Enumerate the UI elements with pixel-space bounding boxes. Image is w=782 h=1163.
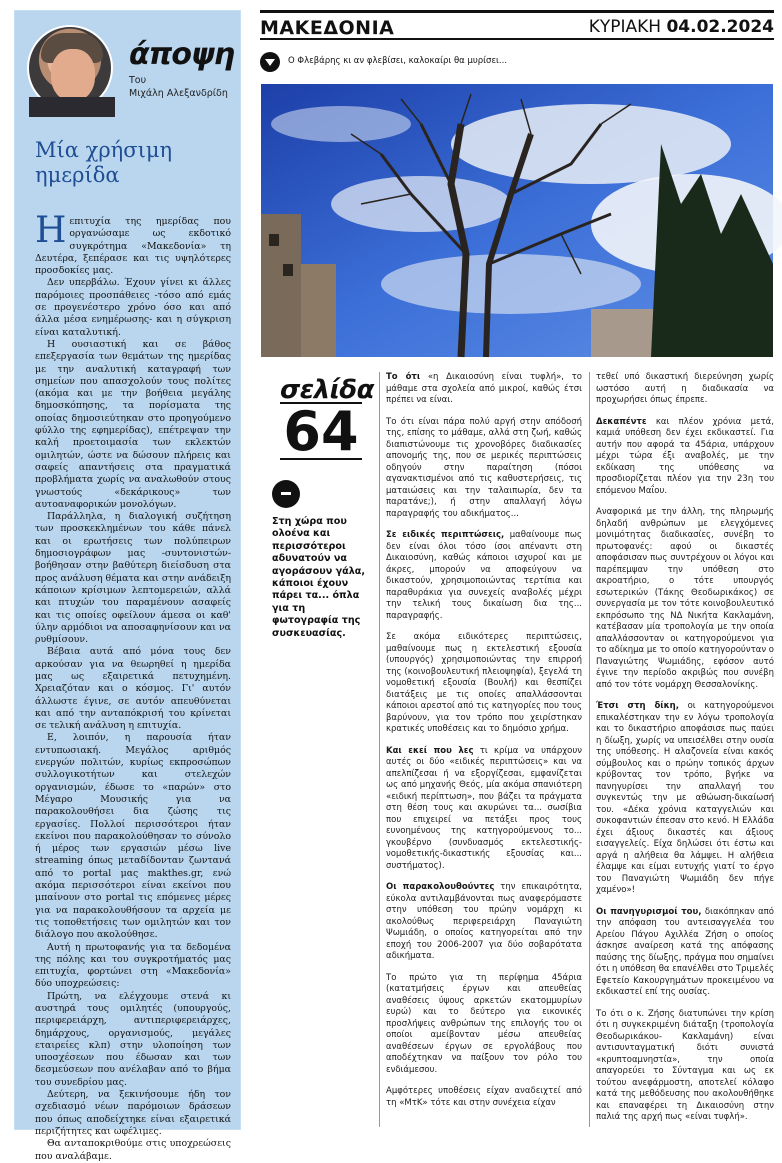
- tree-sky-photo: [261, 84, 773, 357]
- article-column-b: [596, 372, 774, 1134]
- article-paragraph: Και εκεί που λες τι κρίμα να υπάρχουν αυτές οι δύο «ειδικές περιπτώσεις» και να απελπίζεσαι ή να εξοργίζεσαι, εμφανίζεται ως από μηχανής Θεός, μία ακόμα σπανιότερη «ειδική περίπτωση», που βάζει τα πράγματα στη θέση τους και ακυρώνει τα... σωσίβια που επιχειρεί να πετάξει προς τους ευνοημένους της κατηγορούμενους το... γκουβέρνο (συνδυασμός εκτελεστικής- νομοθετικής-δικαστικής εξουσίας και... συστήματος).: [386, 745, 582, 871]
- minus-icon: [272, 480, 300, 508]
- article-paragraph: Αμφότερες υποθέσεις είχαν αναδειχτεί από τη «ΜτΚ» τότε και στην συνέχεια είχαν: [386, 1086, 582, 1108]
- opinion-header: [15, 11, 240, 126]
- opinion-paragraph: Πρώτη, να ελέγχουμε στενά κι αυστηρά τους ομιλητές (υπουργούς, περιφερειάρχη, αντιπεριφερειάρχες, δημάρχους, οργανισμούς, μεγάλες εταιρείες κλπ) στην υλοποίηση των υποσχέσεων που έδωσαν και των δεσμεύσεων που ανέλαβαν από το βήμα του συνεδρίου μας.: [35, 990, 231, 1088]
- article-paragraph: Έτσι στη δίκη, οι κατηγορούμενοι επικαλέστηκαν την εν λόγω τροπολογία και το δικαστήριο αποφάσισε πως παύει η δίωξη, χωρίς να υπεισέλθει στην ουσία της υπόθεσης. Η αλαζονεία είναι κακός σύμβουλος και ο πρώην τοπικός άρχων κρύβοντας τον τρόπο, βγήκε να πανηγυρίσει την απαλλαγή του συγκεντώς την με αθώωση-δικαίωσή του. «Δέκα χρόνια καταγγελιών και συκοφαντιών έπεσαν στο κενό. Η Ελλάδα έχει άξιους δικαστές και άξιους εισαγγελείς. Είχα δηλώσει ότι έστω και αργά η αλήθεια θα λάμψει. Η αλήθεια έλαμψε και είμαι ευτυχής γιατί το έργο του Παναγιώτη Ψωμιάδη δεν πήγε χαμένο»!: [596, 701, 775, 895]
- article-paragraph: Δεκαπέντε και πλέον χρόνια μετά, καμιά υπόθεση δεν έχει εκδικαστεί. Για αυτήν που αφορά τα 45άρια, υπάρχουν μέχρι τώρα έξι αναβολές, με την εκδίκαση της υπόθεσης να προσδιορίζεται πλέον για την 23η του επόμενου Μαΐου.: [596, 416, 774, 496]
- tree-sky-illustration: [261, 84, 773, 357]
- masthead: [260, 10, 774, 40]
- opinion-paragraph: Βέβαια αυτά από μόνα τους δεν αρκούσαν για να θεωρηθεί η ημερίδα μας ως εξαιρετικά πετυχημένη. Χρειαζόταν και ο κόσμος. Γι' αυτόν άλλωστε έγινε, σε αυτόν απευθύνεται και από την ανταπόκρισή του κρίνεται σε τελική ανάλυση η επιτυχία.: [35, 646, 231, 732]
- article-paragraph: τεθεί υπό δικαστική διερεύνηση χωρίς ωστόσο αυτή η διαδικασία να προχωρήσει όπως έπρεπε.: [596, 372, 774, 405]
- opinion-paragraph: Ηεπιτυχία της ημερίδας που οργανώσαμε ως εκδοτικό συγκρότημα «Μακεδονία» τη Δευτέρα, ξεπέρασε και τις υψηλότερες προσδοκίες μας.: [35, 210, 231, 277]
- page-box-label: σελίδα: [280, 375, 375, 405]
- opinion-paragraph: Αυτή η πρωτοφανής για τα δεδομένα της πόλης και του συγκροτήματός μας επιτυχία, φορτώνει στη «Μακεδονία» δύο υποχρεώσεις:: [35, 941, 231, 990]
- opinion-paragraph: Παράλληλα, η διαλογική συζήτηση των προσκεκλημένων του κάθε πάνελ και οι ερωτήσεις των πολύπειρων δημοσιογράφων μας -συντονιστών- βοήθησαν στην βαθύτερη διείσδυση στα προς ανάλυση θέματα και στην ανάδειξη κάποιων κρίσιμων λεπτομερειών, αλλά και πτυχών του παραμένουν ασαφείς και τις οποίες οφείλουν άμεσα οι καθ' ύλην αρμόδιοι να αποσαφηνίσουν και να ρυθμίσουν.: [35, 511, 232, 646]
- article-paragraph: Το ότι ο κ. Ζήσης διατυπώνει την κρίση ότι η συγκεκριμένη διάταξη (τροπολογία Θεοδωρικάκου- Κακλαμάνη) είναι αντισυνταγματική διότι συνιστά «κρυπτοαμνηστία», την οποία απαγορεύει το Σύνταγμα και ως εκ τούτου ανεφάρμοστη, αποτελεί κόλαφο κατά της μεθόδευσης που ακολουθήθηκε και επαναφέρει τη Δικαιοσύνη στην παλιά της αρχή πως «είναι τυφλή».: [596, 1008, 774, 1122]
- opinion-paragraph: Δεν υπερβάλω. Έχουν γίνει κι άλλες παρόμοιες προσπάθειες -τόσο από εμάς σε προγενέστερο χρόνο όσο και από άλλα μέσα ενημέρωσης- και η σύγκριση είναι καταλυτική.: [35, 277, 231, 338]
- article-column-a: [386, 372, 582, 1119]
- article-paragraph: Το ότι «η Δικαιοσύνη είναι τυφλή», το μάθαμε στα σχολεία από μικροί, καθώς έτσι πρέπει να είναι.: [386, 372, 582, 405]
- opinion-paragraph: Ε, λοιπόν, η παρουσία ήταν εντυπωσιακή. Μεγάλος αριθμός ενεργών πολιτών, κυρίως εκπροσώπων συλλογικοτήτων και στελεχών οργανισμών, έδωσε το «παρών» στο Μέγαρο Μουσικής για να παρακολουθήσει δια ζώσης τις εργασίες. Πολλοί περισσότεροι ήταν εκείνοι που παρακολούθησαν το σύνολο ή μέρος των εργασιών μέσω live streaming όπως μεταδίδονταν ζωντανά από το portal μας makthes.gr, ενώ ακόμα περισσότεροι είναι εκείνοι που μπαίνουν στο portal τις επόμενες μέρες για να παρακολουθήσουν τα αρχεία με τις τοποθετήσεις των ομιλητών και τον διάλογο που ακολούθησε.: [35, 732, 231, 941]
- photo-caption-row: [260, 50, 774, 74]
- author-avatar: [27, 25, 113, 111]
- opinion-headline: Μία χρήσιμη ημερίδα: [35, 138, 173, 187]
- article-paragraph: Το ότι είναι πάρα πολύ αργή στην απόδοσή της, επίσης το μάθαμε, αλλά στη ζωή, καθώς διαπιστώνουμε τις χρονοβόρες διαδικασίες απονομής της, που σε μερικές περιπτώσεις οδηγούν στην παραίτηση (πόσοι αγανακτισμένοι από τις καθυστερήσεις, τις ματαιώσεις και την ταλαιπωρία, δεν τα παρατάνε;), ή στην απαλλαγή λόγω παραγραφής του αδικήματος...: [386, 416, 582, 519]
- opinion-paragraph: Δεύτερη, να ξεκινήσουμε ήδη τον σχεδιασμό νέων παρόμοιων δράσεων που όπως αποδείχτηκε είναι εξαιρετικά περιζήτητες και ωφέλιμες.: [35, 1089, 231, 1137]
- opinion-section-title: άποψη: [129, 37, 235, 72]
- opinion-column: [14, 10, 241, 1162]
- article-paragraph: Αναφορικά με την άλλη, της πληρωμής δηλαδή ανθρώπων με ελεγχόμενες μονιμότητας διαδικασίες, συνέβη το πρωτοφανές: αφού οι δικαστές αποφάσισαν πως συντρέχουν οι λόγοι και παρέπεμψαν την υπόθεση στο ακροατήριο, ο τότε υπουργός εσωτερικών (Τάκης Θεοδωρικάκος) σε συνεργασία με τον τότε κοινοβουλευτικό εκπρόσωπο της ΝΔ Νικήτα Κακλαμάνη, κατέβασαν μία τροπολογία με την οποία απαλλάσσονταν οι κατηγορούμενοι για το αδίκημα με το οποίο κατηγορούνταν ο Παναγιώτης Ψωμιάδης, εφόσον αυτό έγινε την περίοδο ακριβώς που συνέβη από τον τότε νομάρχη Θεσσαλονίκης.: [596, 507, 774, 690]
- article-paragraph: Οι πανηγυρισμοί του, διακόπηκαν από την απόφαση του αντεισαγγελέα του Αρείου Πάγου Αχιλλέα Ζήση ο οποίος άσκησε αναίρεση κατά της απόφασης παύσης της δίωξης, πράγμα που σημαίνει ότι η υπόθεση θα επανέλθει στο Τριμελές Εφετείο Κακουργημάτων προκειμένου να εκδικαστεί επί της ουσίας.: [596, 906, 774, 997]
- page-box-number: 64: [280, 402, 362, 460]
- minus-text: Στη χώρα που ολοένα και περισσότεροι αδυνατούν να αγοράσουν γάλα, κάποιοι έχουν πάρει τα... όπλα για τη φωτογραφία της συσκευασίας.: [272, 516, 366, 639]
- dropcap: Η: [35, 210, 67, 251]
- paper-date: ΚΥΡΙΑΚΗ 04.02.2024: [588, 17, 774, 37]
- article-paragraph: Σε ακόμα ειδικότερες περιπτώσεις, μαθαίνουμε πως η εκτελεστική εξουσία (υπουργός) χρησιμοποιώντας την επιρροή της (κοινοβουλευτική πλειοψηφία), ξεγελά τη νομοθετική εξουσία (Βουλή) και θεσπίζει διατάξεις με τις οποίες απαλλάσσονται κάποιοι αρεστοί από τις κατηγορίες που τους βαρύνουν, για τον τρόπο που χειρίστηκαν κρατικές υποθέσεις και το δημόσιο χρήμα.: [386, 632, 582, 734]
- opinion-paragraph: Η ουσιαστική και σε βάθος επεξεργασία των θεμάτων της ημερίδας με την αναλυτική καταγραφή των σημείων που απασχολούν τους πολίτες (ακόμα και με την βοήθεια μεγάλης δημοσκόπησης, τα πορίσματα της οποίας δημοσιεύτηκαν στο προηγούμενο φύλλο της εφημερίδας), επέτρεψαν την καλή προετοιμασία των εκλεκτών ομιλητών, ώστε να δώσουν πλήρεις και σαφείς απαντήσεις στα πραγματικά προβλήματα χωρίς να αναλωθούν στους γνωστούς «δεκάρικους» των αυτοαναφορικών μονολόγων.: [35, 338, 231, 510]
- column-divider: [379, 372, 380, 1127]
- caption-arrow-icon: [260, 52, 280, 72]
- opinion-body: [35, 210, 232, 1163]
- article-paragraph: Οι παρακολουθούντες την επικαιρότητα, εύκολα αντιλαμβάνονται πως αναφερόμαστε στην υπόθεση του πρώην νομάρχη κι ακολούθως περιφερειάρχη Παναγιώτη Ψωμιάδη, ο οποίος κατηγορείται από την εποχή του 2006-2007 για δύο σοβαρότατα αδικήματα.: [386, 882, 583, 961]
- paper-name: ΜΑΚΕΔΟΝΙΑ: [260, 17, 395, 39]
- column-divider: [589, 372, 590, 1127]
- opinion-author: Μιχάλη Αλεξανδρίδη: [129, 88, 228, 99]
- opinion-by-label: Του: [129, 75, 147, 86]
- photo-caption: Ο Φλεβάρης κι αν φλεβίσει, καλοκαίρι θα μυρίσει...: [288, 56, 508, 66]
- opinion-paragraph: Θα ανταποκριθούμε στις υποχρεώσεις που αναλάβαμε.: [35, 1138, 231, 1162]
- article-paragraph: Το πρώτο για τη περίφημα 45άρια (κατατμήσεις έργων και απευθείας αναθέσεις ύψους αρκετών εκατομμυρίων ευρώ) και το δεύτερο για εικονικές προσλήψεις ανθρώπων της επιλογής του οι οποίοι αμείβονταν μέσω απευθείας αναθέσεων έργων σε εργολάβους που αποδέχτηκαν να παίξουν τον ρόλο του ενδιάμεσου.: [386, 972, 582, 1075]
- article-paragraph: Σε ειδικές περιπτώσεις, μαθαίνουμε πως δεν είναι όλοι τόσο ίσοι απέναντι στη Δικαιοσύνη, καθώς κάποιοι ισχυροί και με άκρες, μπορούν να αποφεύγουν να δικαστούν, χρησιμοποιώντας τερτίπια και παραθυράκια για συνεχείς αναβολές μέχρι την τελική τους δικαίωση δια της... παραγραφής.: [386, 530, 583, 621]
